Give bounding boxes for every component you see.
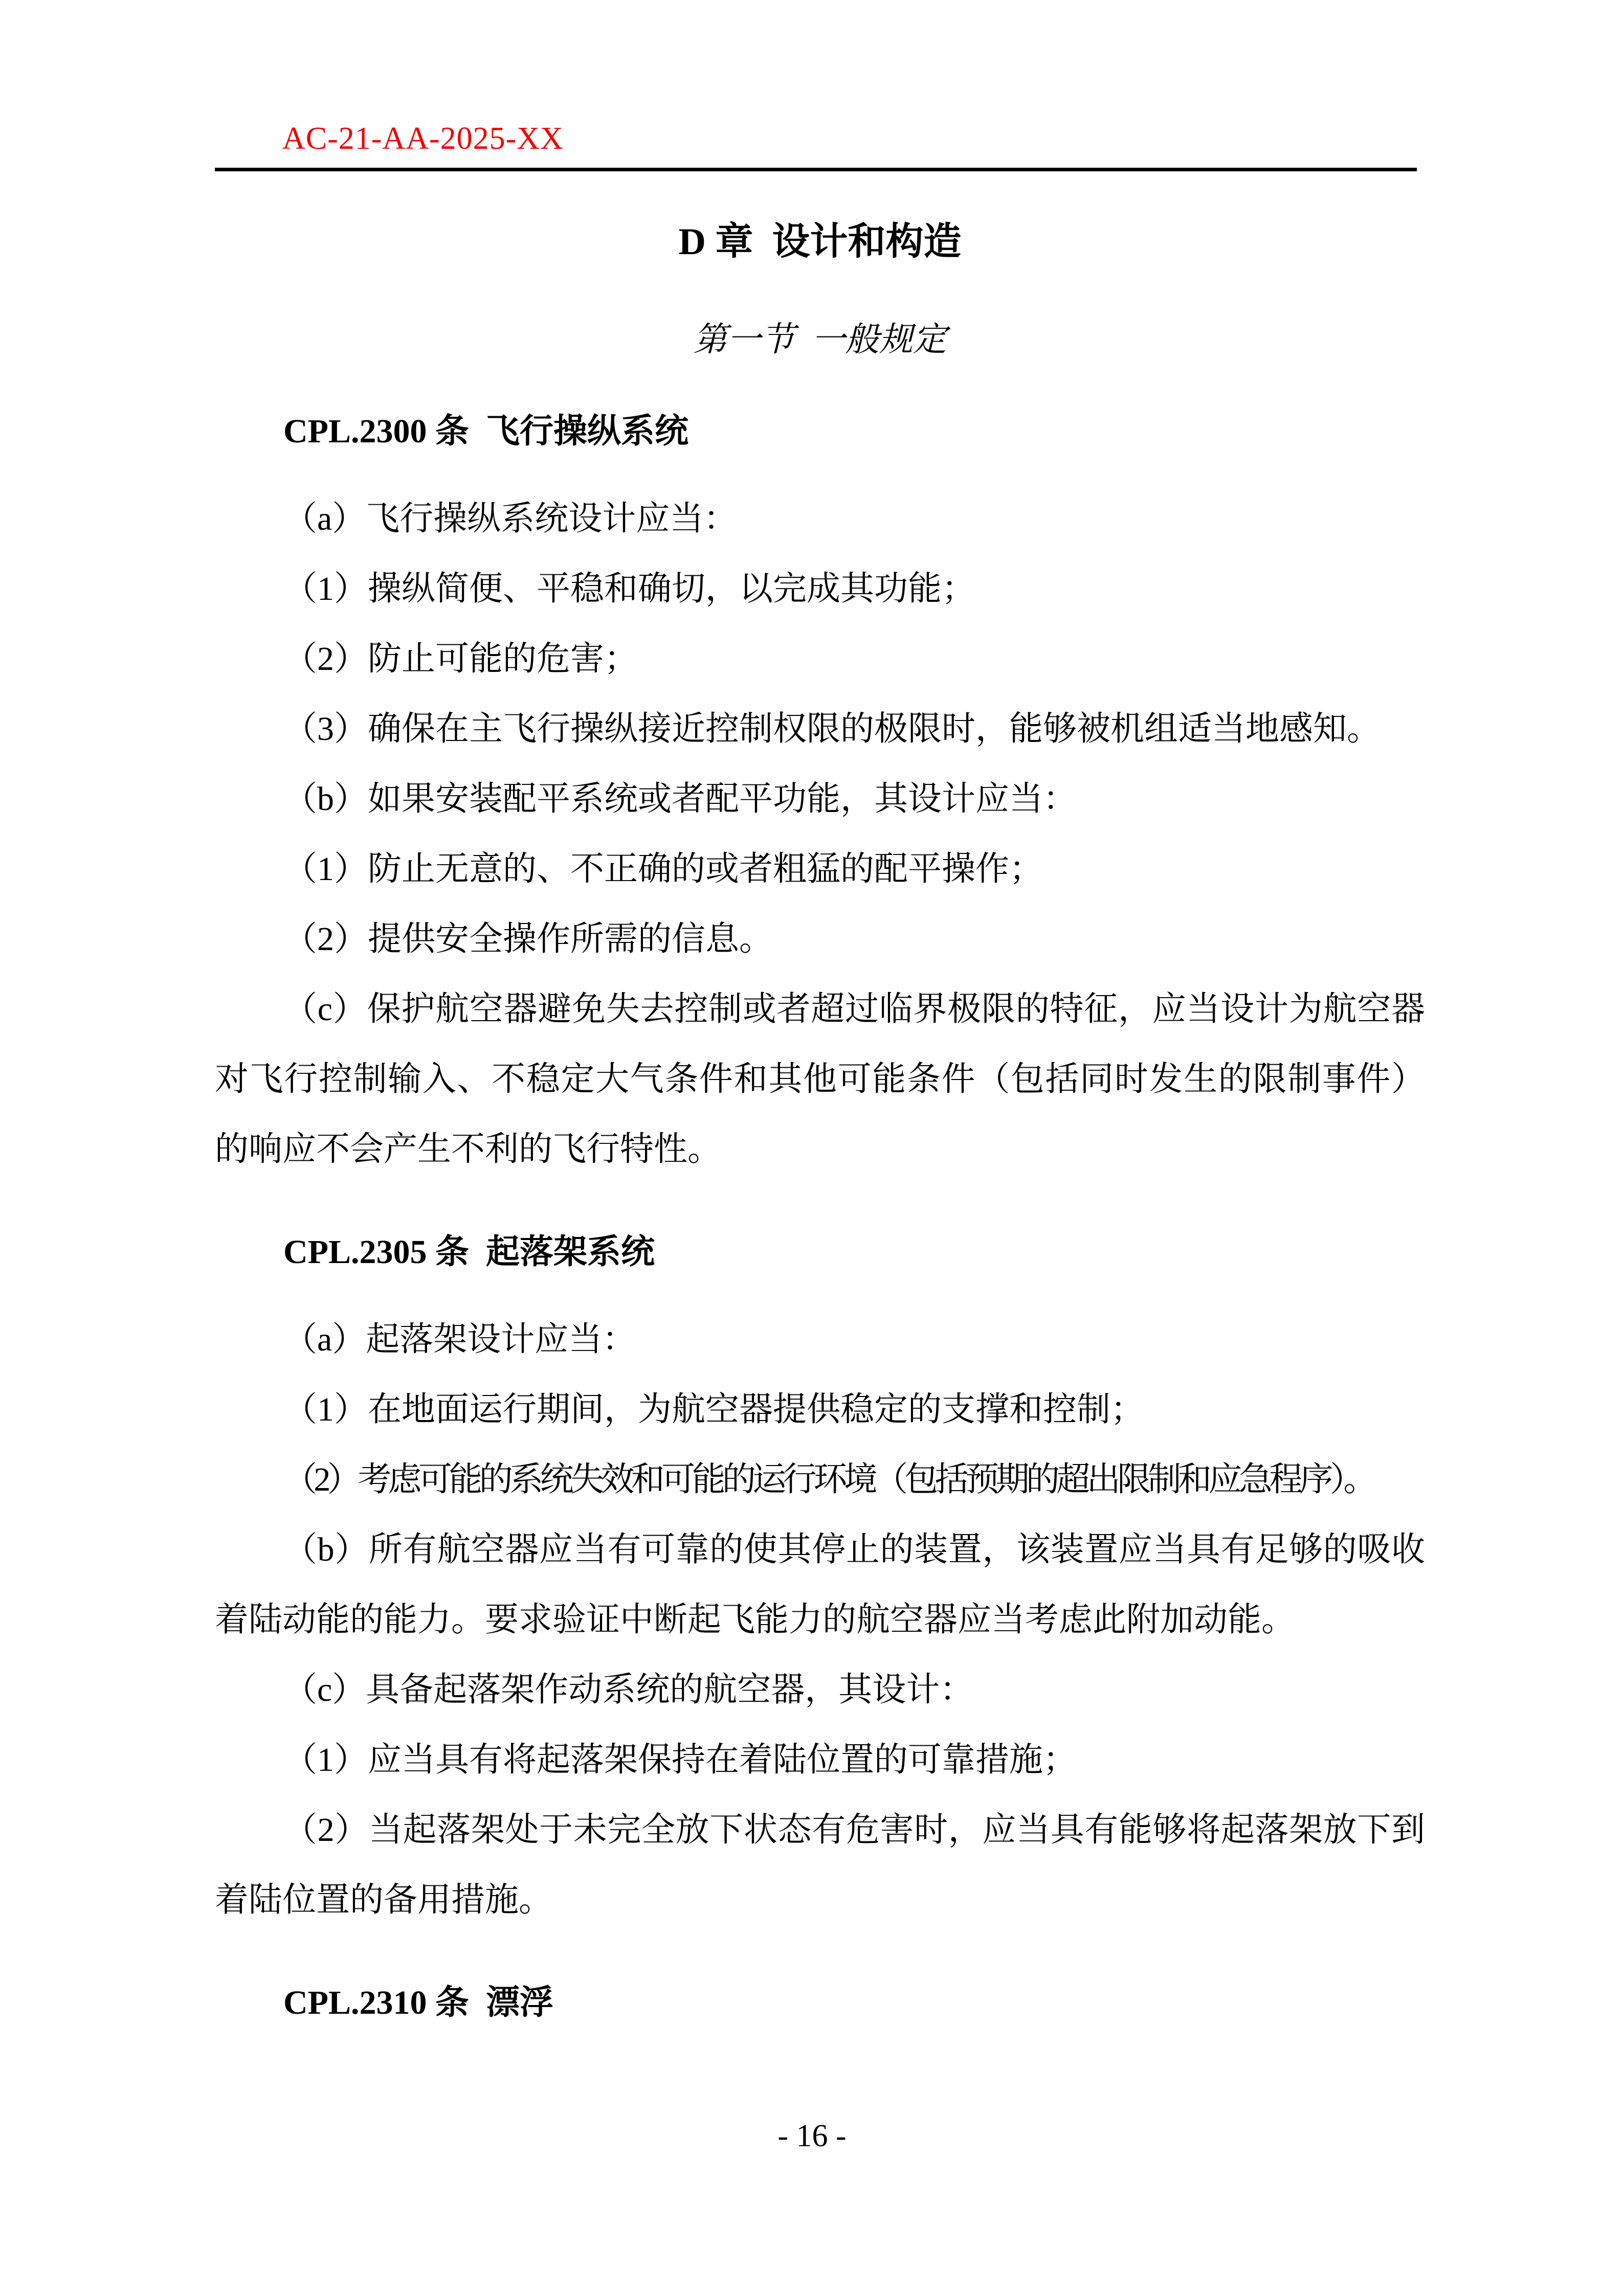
page-content: [215, 122, 1425, 2055]
paragraph: （a）起落架设计应当：: [283, 1321, 636, 1358]
paragraph: （b）如果安装配平系统或者配平功能，其设计应当：: [283, 780, 1077, 818]
article-heading-cpl2310: CPL.2310 条 漂浮: [283, 1984, 553, 2021]
paragraph: （3）确保在主飞行操纵接近控制权限的极限时，能够被机组适当地感知。: [283, 710, 1381, 748]
paragraph: （2）提供安全操作所需的信息。: [283, 920, 773, 958]
page-number: - 16 -: [777, 2119, 847, 2153]
chapter-title: D 章 设计和构造: [678, 221, 962, 263]
doc-number-header: AC-21-AA-2025-XX: [282, 121, 564, 156]
paragraph: （2）防止可能的危害；: [283, 640, 638, 678]
section-title: 第一节 一般规定: [693, 321, 947, 358]
paragraph: （c）保护航空器避免失去控制或者超过临界极限的特征，应当设计为航空器对飞行控制输入、不稳定大气条件和其他可能条件（包括同时发生的限制事件）的响应不会产生不利的飞行特性。: [215, 991, 1425, 1168]
article-heading-cpl2305: CPL.2305 条 起落架系统: [283, 1233, 655, 1271]
paragraph: （a）飞行操纵系统设计应当：: [283, 500, 738, 537]
paragraph: （c）具备起落架作动系统的航空器，其设计：: [283, 1671, 974, 1708]
article-heading-cpl2300: CPL.2300 条 飞行操纵系统: [283, 413, 688, 450]
paragraph: （2）考虑可能的系统失效和可能的运行环境（包括预期的超出限制和应急程序）。: [283, 1461, 1374, 1498]
header-rule: [215, 168, 1417, 171]
paragraph: （1）防止无意的、不正确的或者粗猛的配平操作；: [283, 850, 1043, 888]
paragraph: （1）应当具有将起落架保持在着陆位置的可靠措施；: [283, 1741, 1077, 1779]
paragraph: （b）所有航空器应当有可靠的使其停止的装置，该装置应当具有足够的吸收着陆动能的能力。要求验证中断起飞能力的航空器应当考虑此附加动能。: [215, 1531, 1425, 1638]
paragraph: （1）操纵简便、平稳和确切，以完成其功能；: [283, 570, 975, 607]
paragraph: （1）在地面运行期间，为航空器提供稳定的支撑和控制；: [283, 1391, 1144, 1428]
paragraph: （2）当起落架处于未完全放下状态有危害时，应当具有能够将起落架放下到着陆位置的备用措施。: [215, 1811, 1425, 1919]
